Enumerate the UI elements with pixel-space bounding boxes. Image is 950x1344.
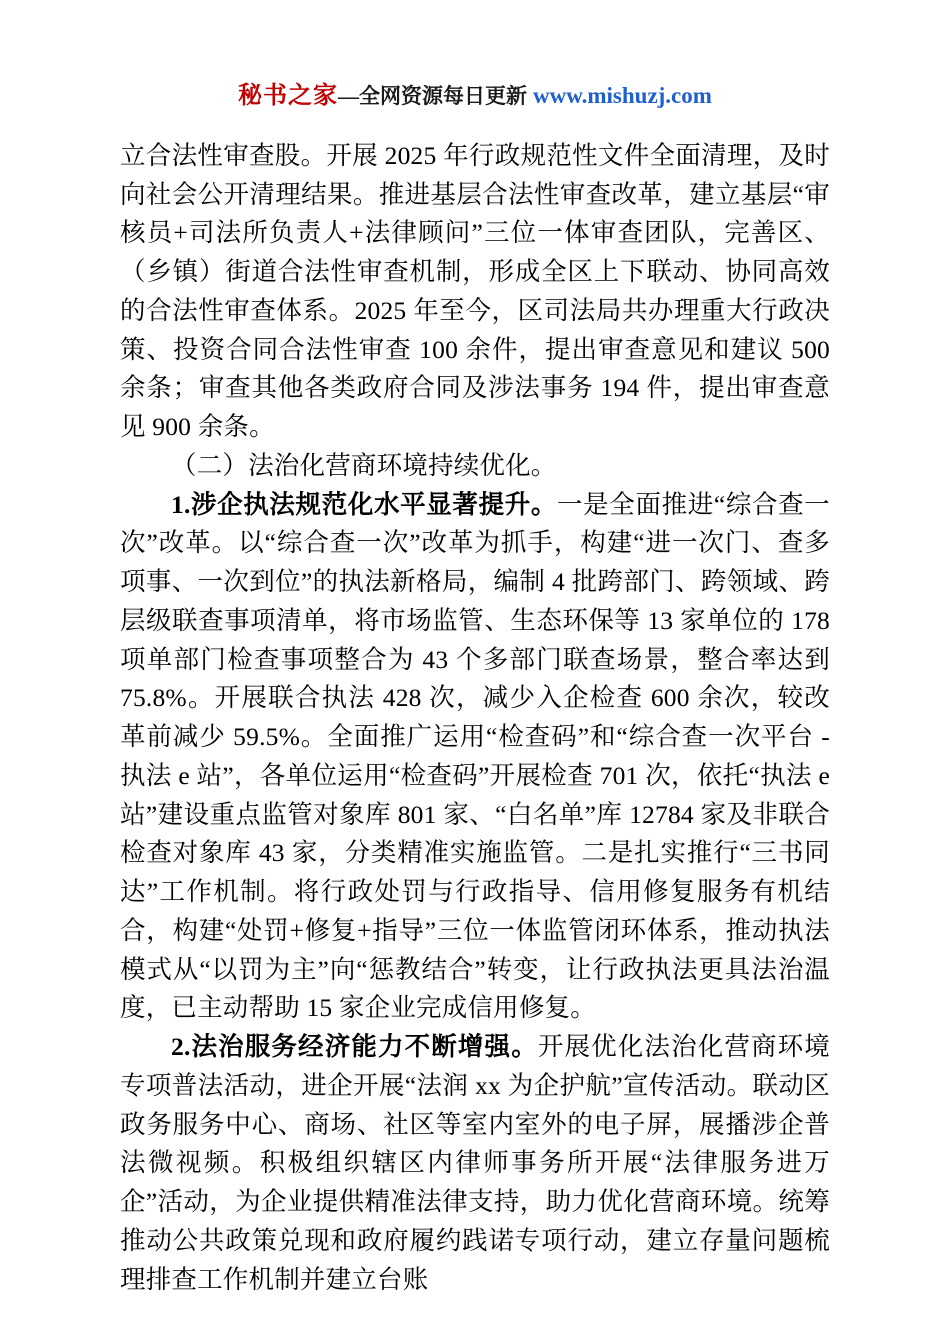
paragraph-3 xyxy=(120,486,830,1029)
paragraph-4 xyxy=(120,1028,830,1299)
paragraph-3-lead: 1.涉企执法规范化水平显著提升。 xyxy=(171,489,558,519)
paragraph-4-lead: 2.法治服务经济能力不断增强。 xyxy=(171,1032,538,1062)
paragraph-1: 立合法性审查股。开展 2025 年行政规范性文件全面清理，及时向社会公开清理结果。推进基层合法性审查改革，建立基层“审核员+司法所负责人+法律顾问”三位一体审查团队，完善区、（乡镇）街道合法性审查机制，形成全区上下联动、协同高效的合法性审查体系。2025 年至今，区司法局共办理重大行政决策、投资合同合法性审查 100 余件，提出审查意见和建议 500 余条；审查其他各类政府合同及涉法事务 194 件，提出审查意见 900 余条。 xyxy=(120,140,830,442)
document-body xyxy=(120,137,830,1300)
paragraph-3-text: 一是全面推进“综合查一次”改革。以“综合查一次”改革为抓手，构建“进一次门、查多项事、一次到位”的执法新格局，编制 4 批跨部门、跨领域、跨层级联查事项清单，将市场监管、生态环保等 13 家单位的 178 项单部门检查事项整合为 43 个多部门联查场景，整合率达到 75.8%。开展联合执法 428 次，减少入企检查 600 余次，较改革前减少 59.5%。全面推广运用“检查码”和“综合查一次平台 - 执法 e 站”，各单位运用“检查码”开展检查 701 次，依托“执法 e 站”建设重点监管对象库 801 家、“白名单”库 12784 家及非联合检查对象库 43 家，分类精准实施监管。二是扎实推行“三书同达”工作机制。将行政处罚与行政指导、信用修复服务有机结合，构建“处罚+修复+指导”三位一体监管闭环体系，推动执法模式从“以罚为主”向“惩教结合”转变，让行政执法更具法治温度，已主动帮助 15 家企业完成信用修复。 xyxy=(120,489,830,1023)
site-header xyxy=(120,0,830,111)
paragraph-2-heading: （二）法治化营商环境持续优化。 xyxy=(171,450,557,480)
paragraph-4-text: 开展优化法治化营商环境专项普法活动，进企开展“法润 xx 为企护航”宣传活动。联动区政务服务中心、商场、社区等室内室外的电子屏，展播涉企普法微视频。积极组织辖区内律师事务所开展“法律服务进万企”活动，为企业提供精准法律支持，助力优化营商环境。统筹推动公共政策兑现和政府履约践诺专项行动，建立存量问题梳理排查工作机制并建立台账 xyxy=(120,1032,830,1294)
site-url-link[interactable]: www.mishuzj.com xyxy=(533,83,712,108)
site-tagline: —全网资源每日更新 xyxy=(338,84,528,108)
site-brand: 秘书之家 xyxy=(238,83,339,109)
